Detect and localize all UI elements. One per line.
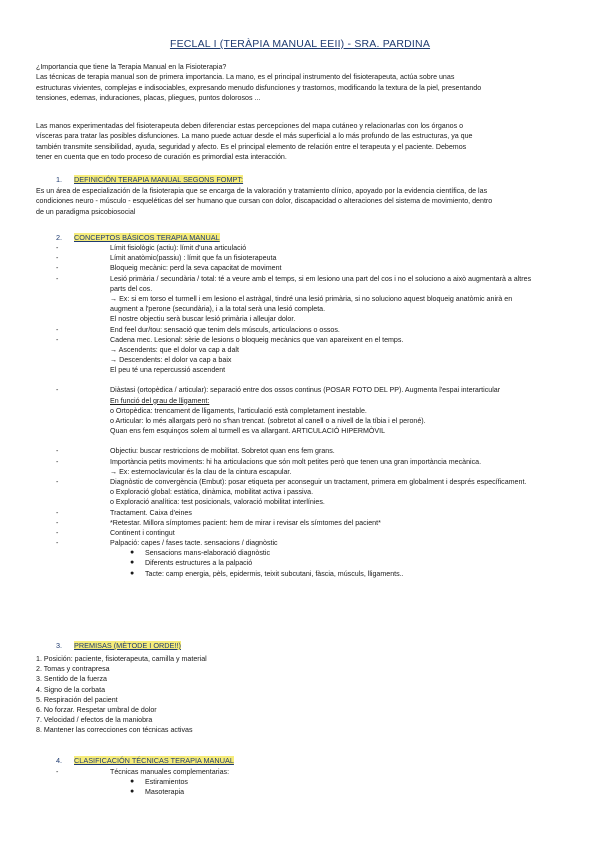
dash-list-item	[36, 518, 566, 528]
dash-list-item	[36, 538, 566, 548]
dash-marker: -	[56, 528, 59, 537]
bullet-icon: ●	[130, 778, 135, 786]
dash-list-item	[36, 457, 566, 467]
bullet-list-item	[36, 787, 566, 797]
dash-list-item	[36, 325, 566, 335]
dash-marker: -	[56, 518, 59, 527]
dash-marker: -	[56, 457, 59, 466]
list-item-text: o Exploració analítica: test posicionals, valoració mobilitat interlínies.	[110, 498, 325, 507]
numbered-list-item: 1. Posición: paciente, fisioterapeuta, camilla y material	[36, 655, 207, 663]
list-item-text: Continent i contingut	[110, 528, 175, 537]
list-continuation	[36, 284, 566, 294]
list-item-text: Límit anatòmic(passiu) : límit que fa un fisioterapeuta	[110, 254, 277, 263]
section-1-line: de un paradigma psicobiosocial	[36, 207, 136, 216]
list-item-text: Tractament. Caixa d'eines	[110, 508, 192, 517]
list-item-text: Diagnòstic de convergència (Embut): posar etiqueta per aconseguir un tractament, primera em globalment i després específicament.	[110, 477, 527, 486]
dash-marker: -	[56, 539, 59, 548]
sub-heading	[36, 396, 566, 406]
dash-marker: -	[56, 477, 59, 486]
list-item-text: Lesió primària / secundària / total: té a veure amb el temps, si em lesiono una part del cos i no el soluciono a això augmentarà a altres	[110, 274, 532, 283]
dash-marker: -	[56, 244, 59, 252]
intro-line: Las técnicas de terapia manual son de primera importancia. La mano, es el principal instrumento del fisioterapeuta, actúa sobre unas	[36, 73, 455, 82]
intro-line: tensiones, edemas, induraciones, placas, pliegues, puntos dolorosos ...	[36, 93, 261, 102]
list-item-text: Bloqueig mecànic: perd la seva capacitat de moviment	[110, 264, 282, 273]
dash-marker: -	[56, 254, 59, 263]
dash-marker: -	[56, 447, 59, 456]
dash-list-item	[36, 477, 566, 487]
section-3-title: PREMISAS (MÈTODE I ORDE!!)	[74, 641, 181, 650]
section-3-heading: 3. PREMISAS (MÈTODE I ORDE!!)	[56, 641, 181, 650]
dash-list-item	[36, 335, 566, 345]
list-continuation	[36, 304, 566, 314]
dash-list-item	[36, 263, 566, 273]
dash-marker: -	[56, 386, 59, 395]
dash-marker: -	[56, 325, 59, 334]
dash-marker: -	[56, 274, 59, 283]
list-item-text: Estiramientos	[145, 778, 188, 787]
list-item-text: Sensacions mans-elaboració diagnòstic	[145, 549, 270, 558]
dash-marker: -	[56, 768, 59, 776]
hands-line: tener en cuenta que en todo proceso de curación es primordial esta interacción.	[36, 152, 287, 161]
list-item-text: End feel dur/tou: sensació que tenim dels músculs, articulacions o ossos.	[110, 325, 340, 334]
section-1-line: condiciones neuro - músculo - esqueléticas del ser humano que cursan con dolor, discapacidad o alteraciones del sistema de movimiento, dentro	[36, 197, 493, 206]
numbered-list-item: 3. Sentido de la fuerza	[36, 675, 107, 684]
list-item-text: Objectiu: buscar restriccions de mobilitat. Sobretot quan ens fem grans.	[110, 447, 335, 456]
dash-list-item	[36, 243, 566, 253]
section-2-title: CONCEPTOS BÁSICOS TERAPIA MANUAL	[74, 233, 220, 242]
hands-line: también transmite sensibilidad, ayuda, seguridad y afecto. Es el principal elemento de relación entre el terapeuta y el paciente. Debemos	[36, 142, 467, 151]
list-item-text: → Descendents: el dolor va cap a baix	[110, 356, 232, 365]
list-continuation	[36, 426, 566, 436]
list-item-text: Límit fisiològic (actiu): límit d'una articulació	[110, 244, 247, 252]
hands-line: Las manos experimentadas del fisioterapeuta deben diferenciar estas percepciones del mapa cutáneo y relacionarlas con los órganos o	[36, 122, 464, 130]
bullet-icon: ●	[130, 569, 135, 577]
bullet-icon: ●	[130, 788, 135, 796]
bullet-list-item	[36, 777, 566, 787]
dash-list-item	[36, 508, 566, 518]
section-2-list	[36, 243, 566, 579]
numbered-list-item: 6. No forzar. Respetar umbral de dolor	[36, 705, 157, 714]
bullet-icon: ●	[130, 559, 135, 567]
section-4-list	[36, 767, 566, 798]
bullet-list-item	[36, 569, 566, 579]
section-4-title: CLASIFICACIÓN TÉCNICAS TERAPIA MANUAL	[74, 756, 234, 765]
list-item-text: → Ascendents: que el dolor va cap a dalt	[110, 345, 239, 354]
section-2-heading: 2. CONCEPTOS BÁSICOS TERAPIA MANUAL	[56, 233, 220, 242]
list-item-text: Importància petits moviments: hi ha articulacions que són molt petites però que tenen una gran importància mecànica.	[110, 457, 482, 466]
intro-line: estructuras vivientes, complejas e indisociables, expresando menudo disfunciones y trastornos, modificando la textura de la piel, presentando	[36, 83, 482, 92]
list-item-text: → Ex: esternoclavicular és la clau de la cintura escapular.	[110, 467, 292, 476]
numbered-list-item: 2. Tomas y contrapresa	[36, 665, 110, 674]
section-3-list	[36, 654, 566, 736]
dash-list-item	[36, 253, 566, 263]
list-continuation	[36, 294, 566, 304]
section-1-heading: 1. DEFINICIÓN TERAPIA MANUAL SEGONS FOMPT:	[56, 175, 244, 184]
bullet-list-item	[36, 558, 566, 568]
dash-list-item	[36, 528, 566, 538]
dash-marker: -	[56, 335, 59, 344]
section-1-line: Es un área de especialización de la fisioterapia que se encarga de la valoración y tratamiento clínico, apoyado por la evidencia científica, de las	[36, 187, 488, 195]
document-title: FECLAL I (TERÀPIA MANUAL EEII) - SRA. PARDINA	[169, 38, 431, 50]
list-item-text: Quan ens fem esquinços solem al turmell es va allargant. ARTICULACIÓ HIPERMÒVIL	[110, 427, 386, 436]
list-continuation	[36, 314, 566, 324]
list-item-text: Tacte: camp energia, pèls, epidermis, teixit subcutani, fàscia, músculs, lligaments..	[145, 569, 404, 578]
list-item-text: Diferents estructures a la palpació	[145, 559, 253, 568]
list-item-text: o Exploració global: estàtica, dinàmica, mobilitat activa i passiva.	[110, 488, 314, 497]
numbered-list-item: 8. Mantener las correcciones con técnicas activas	[36, 726, 193, 735]
dash-marker: -	[56, 508, 59, 517]
dash-marker: -	[56, 264, 59, 273]
list-item-text: augment a l'perone (secundària), i a la total serà una lesió completa.	[110, 305, 326, 314]
list-continuation	[36, 345, 566, 355]
list-item-text: Cadena mec. Lesional: sèrie de lesions o bloqueig mecànics que van apareixent en el temps.	[110, 335, 404, 344]
list-item-text: El peu té una repercussió ascendent	[110, 366, 226, 375]
list-continuation	[36, 416, 566, 426]
list-continuation	[36, 497, 566, 507]
list-item-text: El nostre objectiu serà buscar lesió primària i alleujar dolor.	[110, 315, 296, 324]
list-continuation	[36, 355, 566, 365]
section-1-title: DEFINICIÓN TERAPIA MANUAL SEGONS FOMPT:	[74, 175, 244, 184]
intro-question: ¿Importancia que tiene la Terapia Manual en la Fisioterapia?	[36, 63, 227, 71]
list-continuation	[36, 467, 566, 477]
dash-list-item	[36, 767, 566, 777]
hands-line: vísceras para tratar las posibles disfunciones. La mano puede actuar desde el más superficial a lo más profundo de las estructuras, ya que	[36, 132, 473, 141]
bullet-list-item	[36, 548, 566, 558]
list-item-text: o Articular: lo més allargats però no s'han trencat. (sobretot al canell o a nivell de la tíbia i el peroné).	[110, 417, 426, 425]
list-continuation	[36, 487, 566, 497]
list-item-text: parts del cos.	[110, 284, 153, 293]
list-item-text: Técnicas manuales complementarias:	[110, 768, 230, 776]
spacer	[36, 375, 566, 385]
list-item-text: Diàstasi (ortopèdica / articular): separació entre dos ossos continus (POSAR FOTO DEL PP). Augmenta l'espai interarticular	[110, 386, 501, 395]
hands-paragraph	[36, 121, 566, 162]
numbered-list-item: 5. Respiración del pacient	[36, 695, 118, 704]
list-continuation	[36, 406, 566, 416]
dash-list-item	[36, 385, 566, 395]
spacer	[36, 436, 566, 446]
list-continuation	[36, 365, 566, 375]
numbered-list-item: 4. Signo de la corbata	[36, 685, 106, 694]
list-item-text: Palpació: capes / fases tacte. sensacions / diagnòstic	[110, 539, 278, 548]
list-item-text: Masoterapia	[145, 788, 185, 797]
list-item-text: En funció del grau de lligament:	[110, 396, 210, 405]
numbered-list-item: 7. Velocidad / efectos de la maniobra	[36, 716, 153, 725]
list-item-text: *Retestar. Millora símptomes pacient: hem de mirar i revisar els símtomes del pacient*	[110, 518, 381, 527]
list-item-text: → Ex: si em torso el turmell i em lesiono el astràgal, tindré una lesió primària, si no soluciono aquest bloqueig anatòmic anirà en	[110, 294, 513, 303]
section-4-heading: 4. CLASIFICACIÓN TÉCNICAS TERAPIA MANUAL	[56, 756, 234, 765]
bullet-icon: ●	[130, 549, 135, 557]
dash-list-item	[36, 446, 566, 456]
section-1-paragraph	[36, 186, 566, 217]
intro-paragraph	[36, 62, 566, 103]
list-item-text: o Ortopèdica: trencament de lligaments, l'articulació està completament inestable.	[110, 406, 367, 415]
dash-list-item	[36, 274, 566, 284]
